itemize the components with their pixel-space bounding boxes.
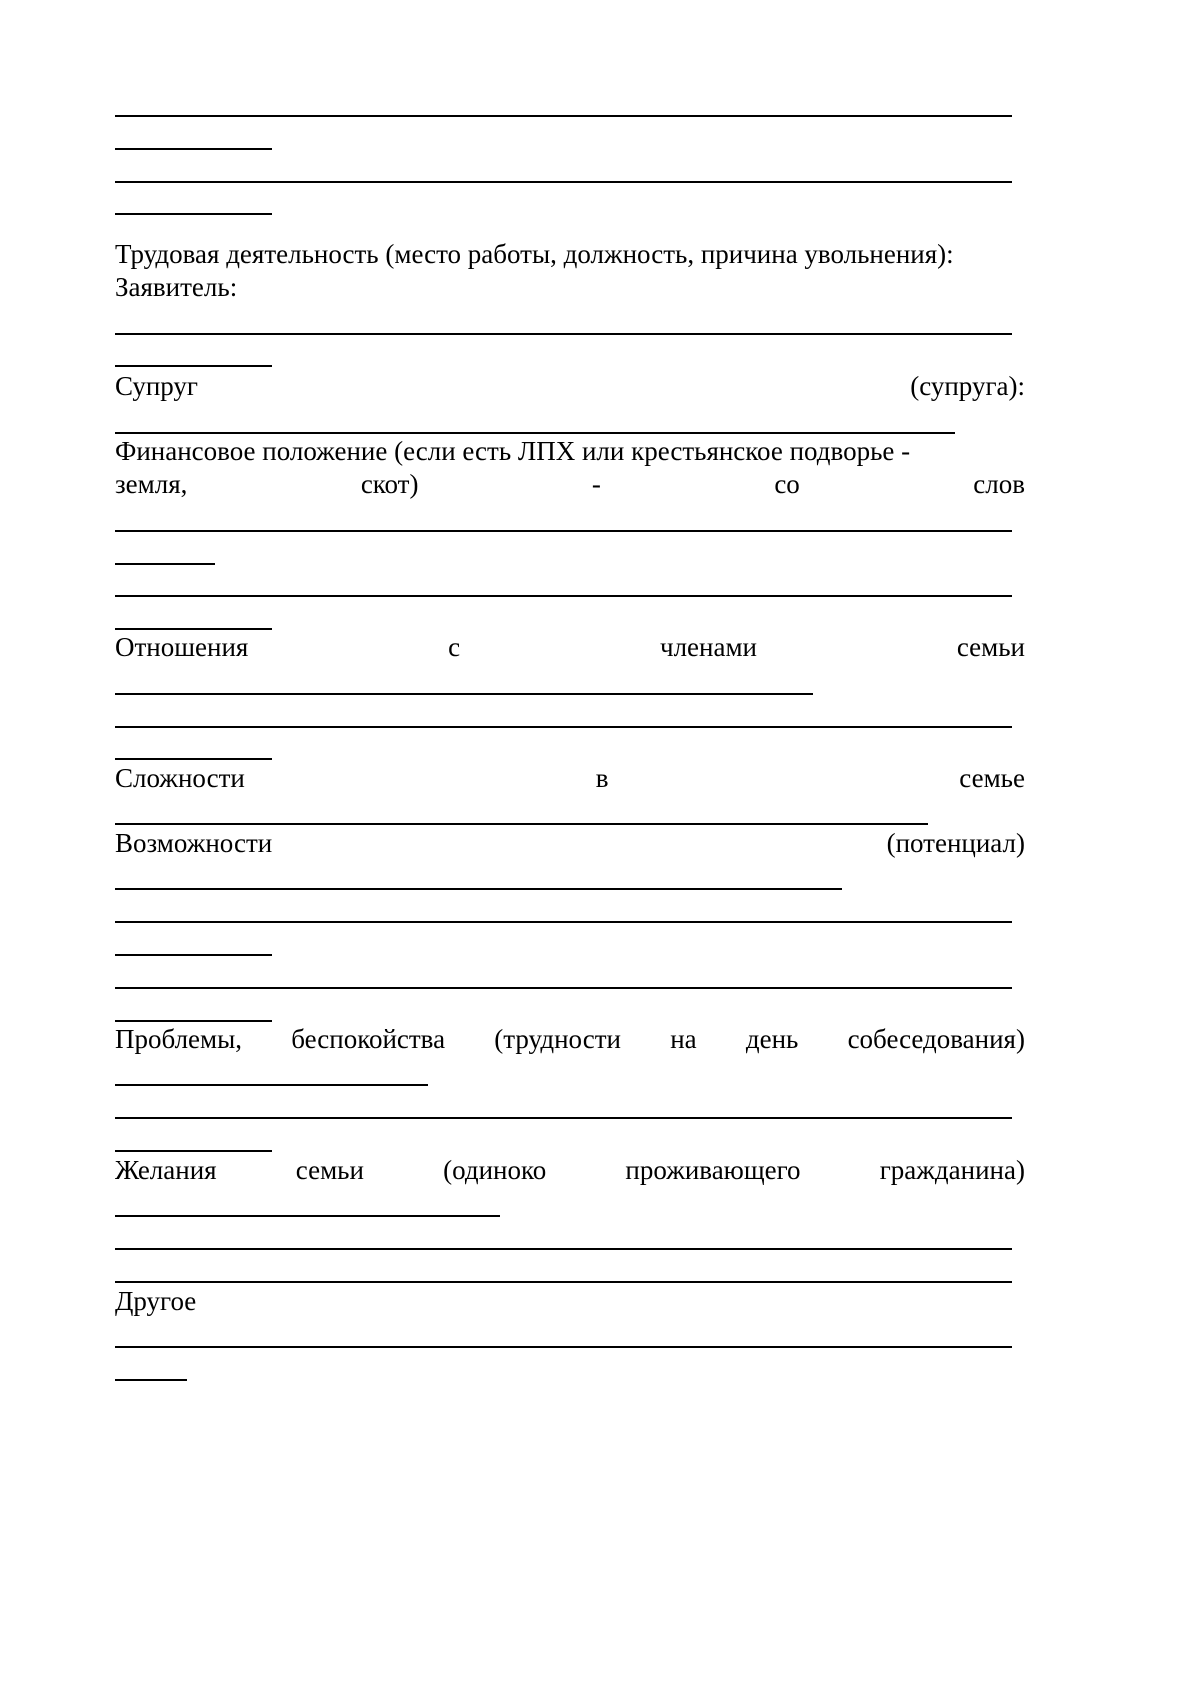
spouse-line[interactable] — [115, 432, 955, 434]
relations-line-short[interactable] — [115, 758, 272, 760]
financial-heading-cont — [115, 468, 1025, 500]
wishes-word: (одиноко — [443, 1155, 547, 1185]
relations-line[interactable] — [115, 726, 1012, 728]
employment-heading: Трудовая деятельность (место работы, должность, причина увольнения): — [115, 239, 954, 269]
financial-word: слов — [973, 469, 1025, 499]
financial-heading: Финансовое положение (если есть ЛПХ или крестьянское подворье - — [115, 436, 911, 466]
problems-word: (трудности — [494, 1024, 621, 1054]
relations-word: членами — [659, 632, 757, 662]
spouse-word: Супруг — [115, 371, 199, 401]
problems-word: Проблемы, — [115, 1024, 242, 1054]
spouse-word: (супруга): — [910, 371, 1025, 401]
problems-line[interactable] — [115, 1084, 428, 1086]
wishes-word: семьи — [295, 1155, 364, 1185]
financial-word: со — [774, 469, 800, 499]
problems-word: собеседования) — [847, 1024, 1025, 1054]
relations-word: с — [448, 632, 461, 662]
relations-label — [115, 631, 1025, 663]
potential-label — [115, 827, 1025, 859]
other-line[interactable] — [115, 1346, 1012, 1348]
difficulties-word: семье — [959, 763, 1025, 793]
difficulties-word: Сложности — [115, 763, 245, 793]
problems-word: на — [670, 1024, 697, 1054]
financial-word: земля, — [115, 469, 188, 499]
applicant-label: Заявитель: — [115, 272, 238, 302]
relations-line[interactable] — [115, 693, 813, 695]
blank-line-short[interactable] — [115, 213, 272, 215]
problems-label — [115, 1023, 1025, 1055]
other-line-short[interactable] — [115, 1379, 187, 1381]
financial-line-short[interactable] — [115, 563, 215, 565]
relations-word: семьи — [956, 632, 1025, 662]
applicant-line[interactable] — [115, 333, 1012, 335]
potential-line-short[interactable] — [115, 954, 272, 956]
blank-line-short[interactable] — [115, 148, 272, 150]
other-label: Другое — [115, 1286, 197, 1316]
blank-line[interactable] — [115, 115, 1012, 117]
wishes-line[interactable] — [115, 1281, 1012, 1283]
wishes-line[interactable] — [115, 1215, 500, 1217]
problems-line[interactable] — [115, 1117, 1012, 1119]
potential-line[interactable] — [115, 921, 1012, 923]
problems-line-short[interactable] — [115, 1150, 272, 1152]
wishes-line[interactable] — [115, 1248, 1012, 1250]
difficulties-word: в — [595, 763, 609, 793]
potential-line-short[interactable] — [115, 1020, 272, 1022]
spouse-label — [115, 370, 1025, 402]
difficulties-line[interactable] — [115, 823, 928, 825]
wishes-word: Желания — [115, 1155, 217, 1185]
blank-line[interactable] — [115, 181, 1012, 183]
potential-line[interactable] — [115, 987, 1012, 989]
financial-line-short[interactable] — [115, 628, 272, 630]
problems-word: беспокойства — [291, 1024, 446, 1054]
difficulties-label — [115, 762, 1025, 794]
wishes-word: гражданина) — [879, 1155, 1025, 1185]
potential-line[interactable] — [115, 888, 842, 890]
financial-line[interactable] — [115, 595, 1012, 597]
wishes-label — [115, 1154, 1025, 1186]
problems-word: день — [745, 1024, 799, 1054]
potential-word: (потенциал) — [886, 828, 1025, 858]
financial-word: скот) — [360, 469, 419, 499]
applicant-line-short[interactable] — [115, 365, 272, 367]
potential-word: Возможности — [115, 828, 273, 858]
financial-line[interactable] — [115, 530, 1012, 532]
financial-word: - — [591, 469, 601, 499]
relations-word: Отношения — [115, 632, 249, 662]
wishes-word: проживающего — [625, 1155, 801, 1185]
